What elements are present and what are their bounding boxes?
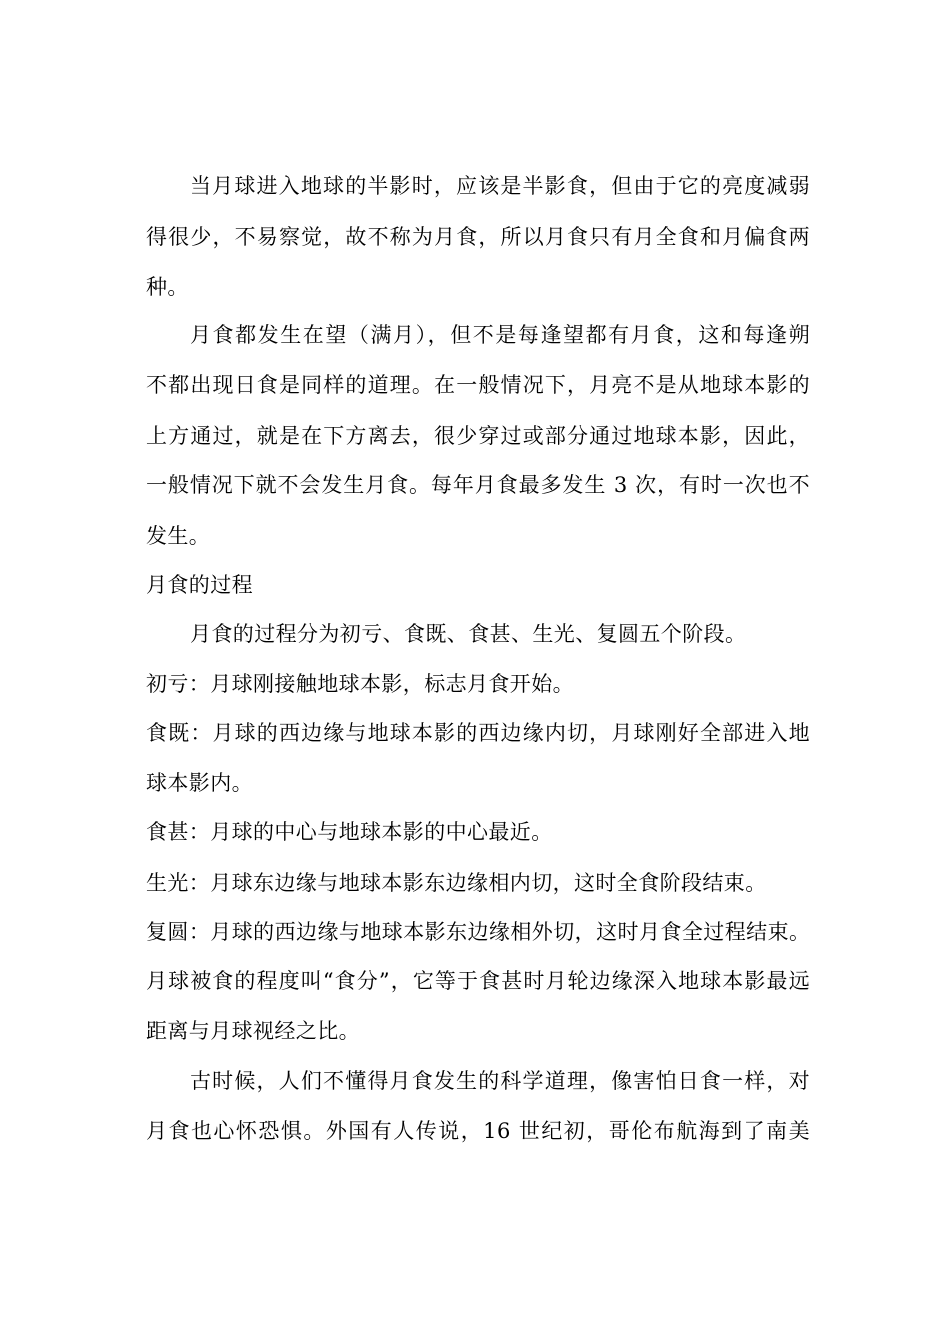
text-line: 月球被食的程度叫“食分”，它等于食甚时月轮边缘深入地球本影最远 bbox=[146, 969, 810, 993]
text-line: 得很少，不易察觉，故不称为月食，所以月食只有月全食和月偏食两 bbox=[146, 225, 810, 249]
text-line: 一般情况下就不会发生月食。每年月食最多发生 3 次，有时一次也不 bbox=[146, 473, 810, 497]
text-line: 食既：月球的西边缘与地球本影的西边缘内切，月球刚好全部进入地 bbox=[146, 721, 810, 745]
text-line: 不都出现日食是同样的道理。在一般情况下，月亮不是从地球本影的 bbox=[146, 373, 810, 397]
text-line: 古时候，人们不懂得月食发生的科学道理，像害怕日食一样，对 bbox=[190, 1069, 810, 1093]
text-line: 球本影内。 bbox=[146, 771, 253, 795]
text-line: 月食也心怀恐惧。外国有人传说，16 世纪初，哥伦布航海到了南美 bbox=[146, 1119, 810, 1143]
text-line: 当月球进入地球的半影时，应该是半影食，但由于它的亮度减弱 bbox=[190, 174, 810, 198]
text-line: 月食的过程分为初亏、食既、食甚、生光、复圆五个阶段。 bbox=[190, 622, 747, 646]
text-line: 复圆：月球的西边缘与地球本影东边缘相外切，这时月食全过程结束。 bbox=[146, 920, 810, 944]
section-heading: 月食的过程 bbox=[146, 573, 253, 597]
text-line: 距离与月球视经之比。 bbox=[146, 1019, 360, 1043]
text-line: 食甚：月球的中心与地球本影的中心最近。 bbox=[146, 820, 553, 844]
text-line: 种。 bbox=[146, 275, 189, 299]
text-line: 初亏：月球刚接触地球本影，标志月食开始。 bbox=[146, 672, 574, 696]
text-line: 月食都发生在望（满月），但不是每逢望都有月食，这和每逢朔 bbox=[190, 323, 810, 347]
text-line: 上方通过，就是在下方离去，很少穿过或部分通过地球本影，因此， bbox=[146, 424, 810, 448]
text-line: 发生。 bbox=[146, 524, 211, 548]
text-line: 生光：月球东边缘与地球本影东边缘相内切，这时全食阶段结束。 bbox=[146, 871, 767, 895]
